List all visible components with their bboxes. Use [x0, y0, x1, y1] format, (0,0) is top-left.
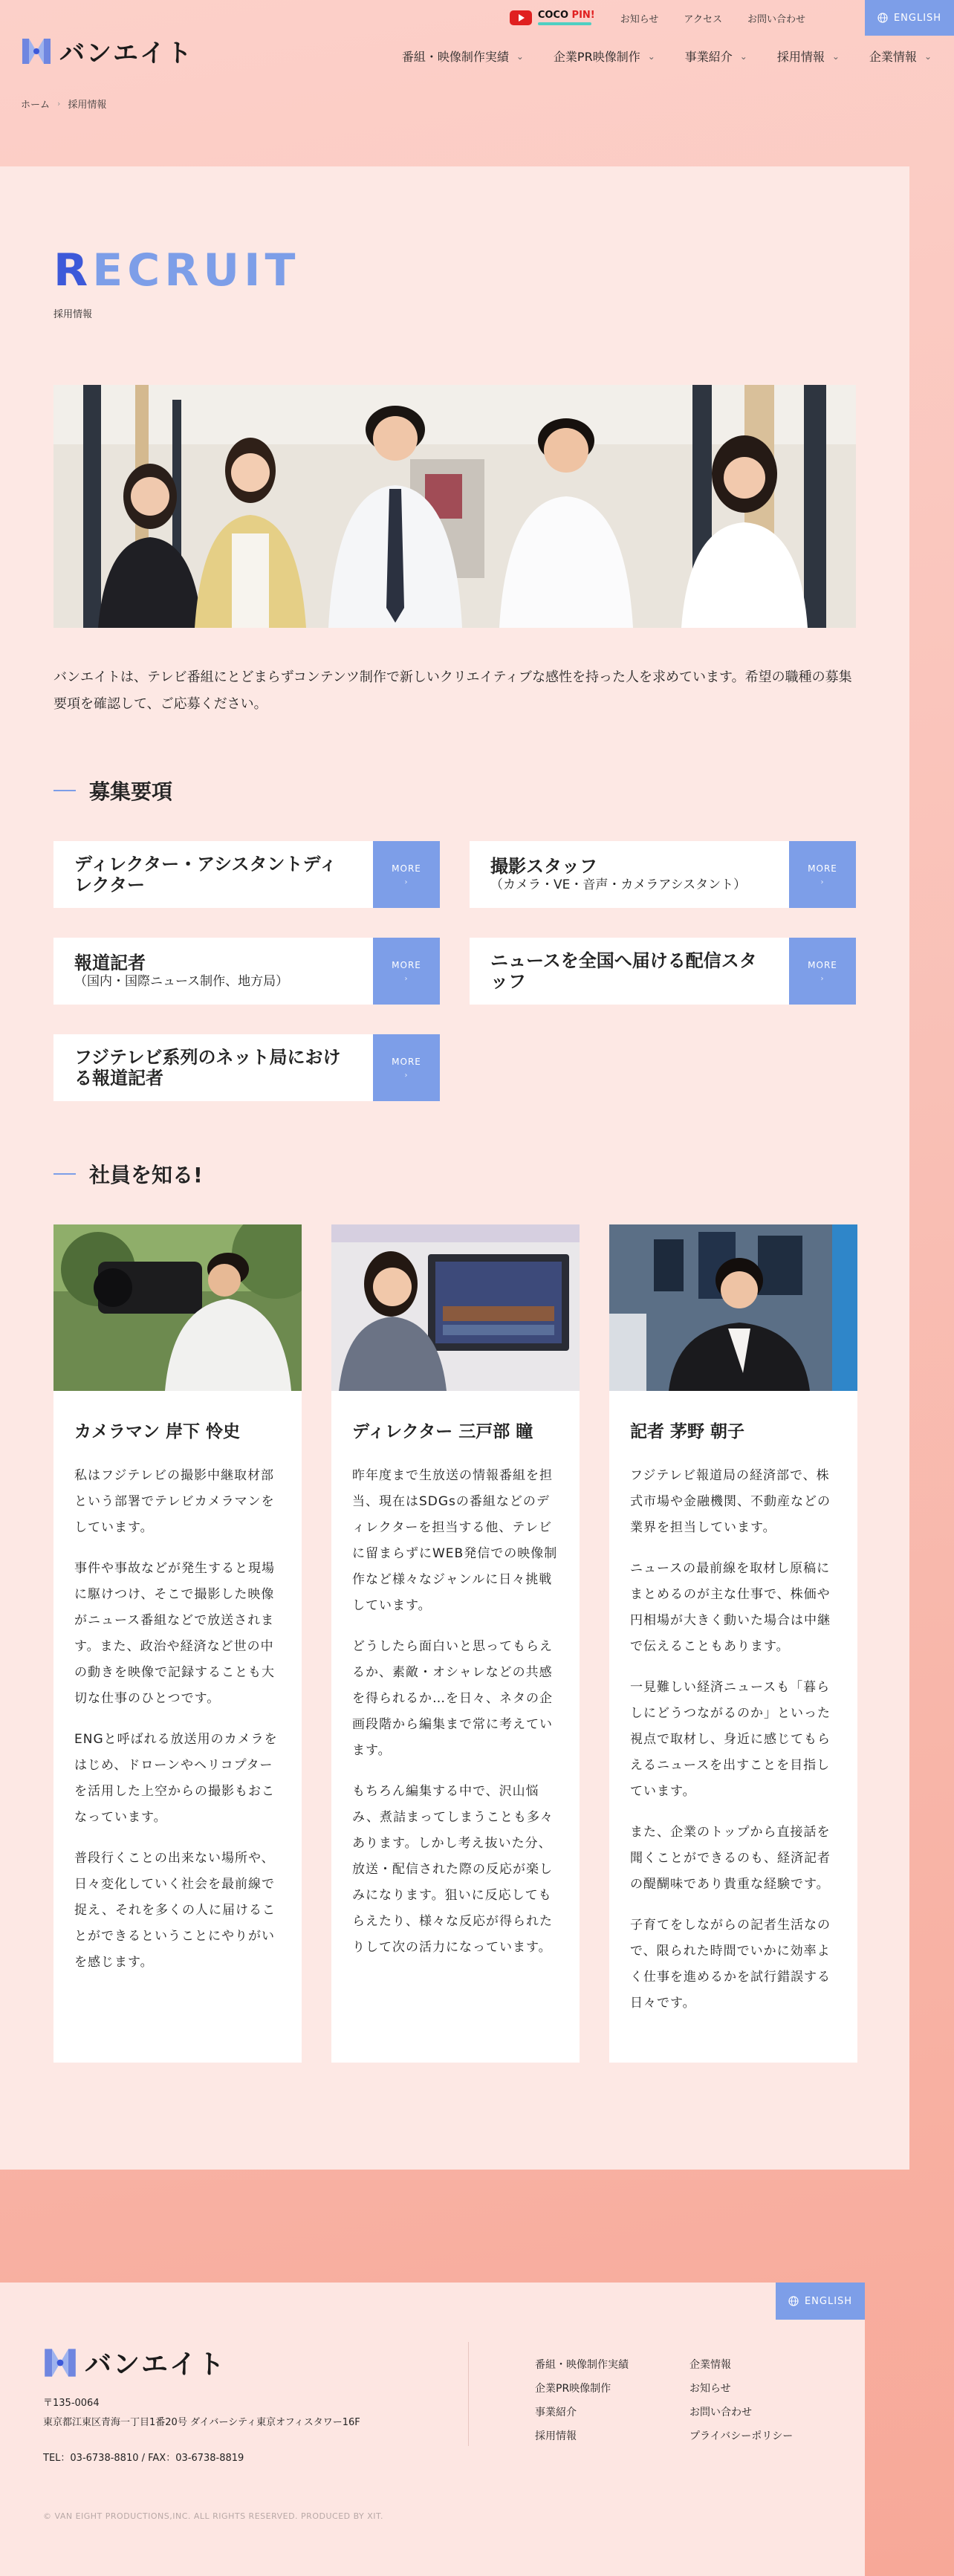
chevron-down-icon: ⌄ — [739, 51, 747, 62]
job-title — [53, 1034, 373, 1101]
staff-name: ディレクター 三戸部 瞳 — [352, 1422, 533, 1441]
nav-item-business[interactable] — [685, 48, 747, 65]
nav-item-works[interactable] — [402, 48, 524, 65]
chevron-down-icon: ⌄ — [831, 51, 840, 62]
logo-mark-icon — [43, 2346, 77, 2380]
staff-photo — [331, 1224, 580, 1391]
globe-icon — [877, 13, 888, 23]
staff-paragraph: 普段行くことの出来ない場所や、日々変化していく社会を最前線で捉え、それを多くの人に届けることができるということにやりがいを感じます。 — [74, 1851, 276, 1970]
footer-address — [43, 2394, 360, 2468]
section-title-jobs — [53, 776, 172, 805]
footer-logo-text: バンエイト — [85, 2349, 227, 2380]
job-subtitle: （カメラ・VE・音声・カメラアシスタント） — [490, 877, 747, 892]
more-button[interactable] — [373, 1034, 440, 1101]
nav-item-company[interactable] — [869, 48, 932, 65]
footer-divider — [468, 2342, 469, 2446]
job-title-text: ニュースを全国へ届ける配信スタッフ — [490, 950, 757, 992]
footer-link[interactable]: お知らせ — [689, 2383, 731, 2395]
staff-paragraph: どうしたら面白いと思ってもらえるか、素敵・オシャレなどの共感を得られるか…を日々、ネタの企画段階から編集まで常に考えています。 — [352, 1639, 553, 1758]
staff-paragraph: ニュースの最前線を取材し原稿にまとめるのが主な仕事で、株価や円相場が大きく動いた場合は中継で伝えることもあります。 — [630, 1561, 831, 1654]
footer-link[interactable]: 企業情報 — [689, 2359, 731, 2371]
section-dash — [53, 790, 76, 791]
section-title-text: 募集要項 — [89, 779, 173, 804]
reporter-photo — [609, 1224, 857, 1391]
footer-links-col-2 — [689, 2357, 793, 2443]
arrow-right-icon: › — [404, 877, 409, 886]
job-card-network-reporter[interactable] — [53, 1034, 440, 1101]
section-title-text: 社員を知る! — [89, 1163, 203, 1187]
more-button[interactable] — [789, 841, 856, 908]
job-card-distribution-staff[interactable] — [470, 938, 856, 1005]
job-card-camera-staff[interactable] — [470, 841, 856, 908]
footer-link[interactable]: 番組・映像制作実績 — [535, 2359, 629, 2371]
access-link[interactable]: アクセス — [684, 13, 722, 25]
section-title-staff — [53, 1159, 203, 1189]
job-card-director[interactable] — [53, 841, 440, 908]
cocopin-underline — [538, 22, 591, 25]
english-button[interactable] — [865, 0, 954, 36]
more-label: MORE — [392, 1056, 421, 1067]
staff-name: カメラマン 岸下 怜史 — [74, 1422, 241, 1441]
staff-photo — [609, 1224, 857, 1391]
job-subtitle: （国内・国際ニュース制作、地方局） — [74, 974, 289, 989]
contact-link[interactable]: お問い合わせ — [747, 13, 805, 25]
footer-link[interactable]: お問い合わせ — [689, 2407, 752, 2418]
arrow-right-icon: › — [820, 974, 825, 983]
chevron-down-icon: ⌄ — [924, 51, 932, 62]
job-title-text: 撮影スタッフ — [490, 856, 597, 877]
english-label: ENGLISH — [893, 12, 942, 24]
news-link[interactable]: お知らせ — [620, 13, 659, 25]
cocopin-logo — [538, 10, 595, 25]
intro-text: バンエイトは、テレビ番組にとどまらずコンテンツ制作で新しいクリエイティブな感性を持った人を求めています。希望の職種の募集要項を確認して、ご応募ください。 — [53, 669, 852, 712]
director-photo — [331, 1224, 580, 1391]
footer-link[interactable]: 事業紹介 — [535, 2407, 577, 2418]
staff-name: 記者 茅野 朝子 — [630, 1422, 745, 1441]
more-label: MORE — [392, 863, 421, 874]
job-title — [470, 841, 789, 908]
staff-paragraph: また、企業のトップから直接話を聞くことができるのも、経済記者の醍醐味であり貴重な経験です。 — [630, 1825, 831, 1892]
copyright: © VAN EIGHT PRODUCTIONS,INC. ALL RIGHTS RESERVED. PRODUCED BY XIT. — [43, 2511, 383, 2521]
job-title — [53, 841, 373, 908]
breadcrumb-home[interactable]: ホーム — [21, 100, 51, 111]
utility-bar — [510, 10, 805, 25]
staff-paragraph: 私はフジテレビの撮影中継取材部という部署でテレビカメラマンをしています。 — [74, 1468, 275, 1535]
staff-paragraph: 事件や事故などが発生すると現場に駆けつけ、そこで撮影した映像がニュース番組などで放送されます。また、政治や経済など世の中の動きを映像で記録することも大切な仕事のひとつです。 — [74, 1561, 275, 1706]
breadcrumb — [21, 97, 106, 111]
nav-label: 番組・映像制作実績 — [401, 50, 509, 64]
hero-photo — [53, 385, 856, 628]
chevron-down-icon: ⌄ — [647, 51, 655, 62]
footer-link[interactable]: 企業PR映像制作 — [535, 2383, 611, 2395]
staff-paragraph: 一見難しい経済ニュースも「暮らしにどうつながるのか」といった視点で取材し、身近に感じてもらえるニュースを出すことを目指しています。 — [630, 1680, 831, 1799]
job-title — [470, 938, 789, 1005]
more-label: MORE — [392, 959, 421, 970]
staff-photo — [53, 1224, 302, 1391]
footer-link[interactable]: 採用情報 — [535, 2430, 577, 2442]
hero-image — [53, 385, 856, 628]
section-dash — [53, 1173, 76, 1175]
staff-card-reporter — [609, 1224, 857, 2063]
footer-link[interactable]: プライバシーポリシー — [689, 2430, 794, 2442]
site-logo[interactable] — [21, 33, 193, 69]
job-title — [53, 938, 373, 1005]
page-title — [53, 244, 300, 296]
logo-text: バンエイト — [59, 39, 193, 68]
footer-logo[interactable] — [43, 2343, 226, 2381]
site-footer — [0, 2283, 865, 2576]
nav-item-recruit[interactable] — [777, 48, 840, 65]
footer-links-col-1 — [535, 2357, 629, 2443]
more-label: MORE — [808, 959, 837, 970]
footer-english-button[interactable] — [776, 2283, 865, 2320]
address-line: 東京都江東区青海一丁目1番20号 ダイバーシティ東京オフィスタワー16F — [43, 2417, 360, 2428]
job-title-text: ディレクター・アシスタントディレクター — [74, 854, 337, 895]
nav-label: 採用情報 — [776, 50, 825, 64]
staff-paragraph: 昨年度まで生放送の情報番組を担当、現在はSDGsの番組などのディレクターを担当する他、テレビに留まらずにWEB発信での映像制作など様々なジャンルに日々挑戦しています。 — [352, 1468, 558, 1613]
nav-label: 企業PR映像制作 — [553, 50, 640, 64]
arrow-right-icon: › — [820, 877, 825, 886]
english-label: ENGLISH — [804, 2295, 853, 2307]
nav-label: 事業紹介 — [684, 50, 733, 64]
cameraman-photo — [53, 1224, 302, 1391]
page-title-rest: ECRUIT — [92, 244, 300, 296]
cocopin-link[interactable] — [510, 10, 595, 25]
arrow-right-icon: › — [404, 974, 409, 983]
breadcrumb-current: 採用情報 — [68, 100, 107, 111]
job-title-text: フジテレビ系列のネット局における報道記者 — [74, 1047, 341, 1089]
cocopin-text-2: PIN! — [571, 10, 595, 21]
chevron-down-icon: ⌄ — [516, 51, 524, 62]
globe-icon — [788, 2296, 799, 2306]
staff-paragraph: もちろん編集する中で、沢山悩み、煮詰まってしまうことも多々あります。しかし考え抜いた分、放送・配信された際の反応が楽しみになります。狙いに反応してもらえたり、様々な反応が得られたりして次の活力になっています。 — [352, 1784, 554, 1955]
page-title-first-letter: R — [53, 244, 93, 296]
cocopin-text-1: COCO — [537, 10, 569, 21]
nav-item-pr[interactable] — [554, 48, 655, 65]
postal-code: 〒135-0064 — [43, 2398, 100, 2409]
more-button[interactable] — [789, 938, 856, 1005]
more-button[interactable] — [373, 841, 440, 908]
more-label: MORE — [808, 863, 837, 874]
staff-paragraph: フジテレビ報道局の経済部で、株式市場や金融機関、不動産などの業界を担当しています。 — [630, 1468, 831, 1535]
staff-paragraph: ENGと呼ばれる放送用のカメラをはじめ、ドローンやヘリコプターを活用した上空からの撮影もおこなっています。 — [74, 1732, 278, 1825]
tel-fax: TEL：03-6738-8810 / FAX：03-6738-8819 — [43, 2453, 244, 2464]
chevron-right-icon: › — [57, 99, 61, 108]
logo-mark-icon — [21, 36, 52, 67]
more-button[interactable] — [373, 938, 440, 1005]
job-title-text: 報道記者 — [74, 953, 146, 973]
main-nav — [402, 48, 932, 65]
youtube-icon — [510, 10, 532, 25]
staff-card-director — [331, 1224, 580, 2063]
staff-card-cameraman — [53, 1224, 302, 2063]
staff-paragraph: 子育てをしながらの記者生活なので、限られた時間でいかに効率よく仕事を進めるかを試行錯誤する日々です。 — [630, 1918, 831, 2011]
nav-label: 企業情報 — [869, 50, 917, 64]
arrow-right-icon: › — [404, 1071, 409, 1080]
job-card-reporter[interactable] — [53, 938, 440, 1005]
page-subtitle: 採用情報 — [53, 309, 93, 320]
